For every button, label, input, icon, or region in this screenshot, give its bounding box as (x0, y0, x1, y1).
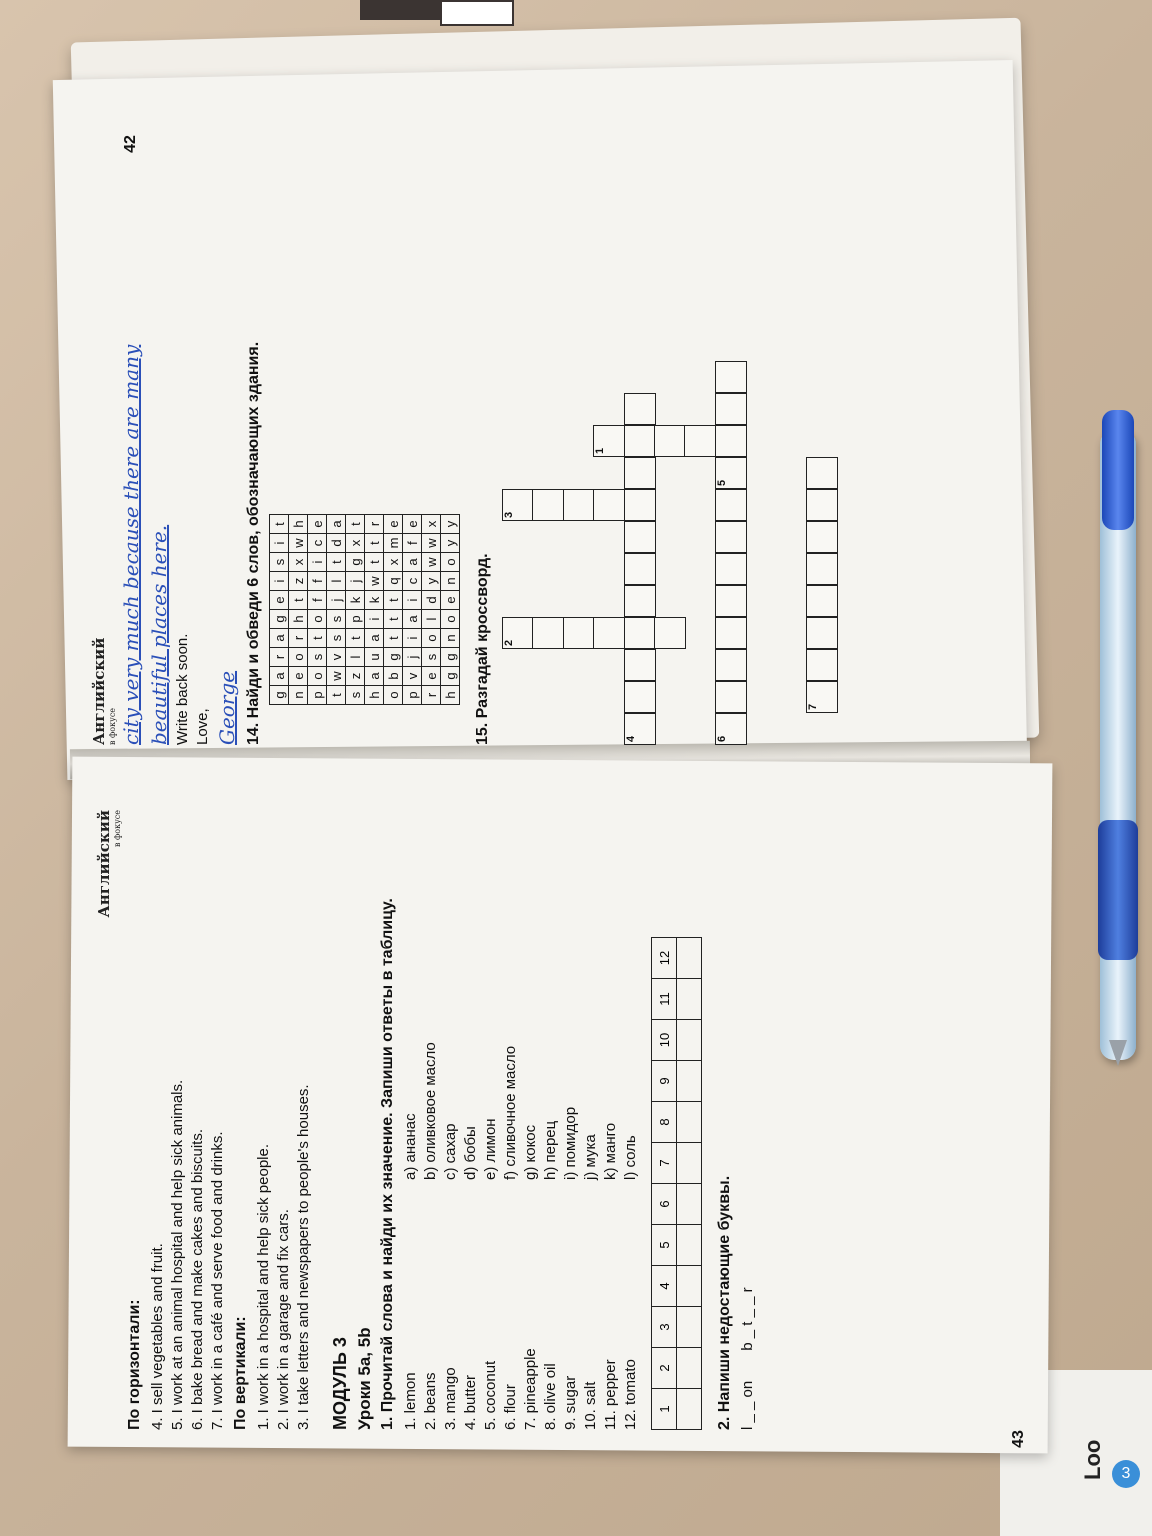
word-grid-row (441, 515, 460, 705)
word-grid-cell[interactable]: c (308, 534, 327, 553)
word-grid-cell[interactable]: w (289, 534, 308, 553)
word-grid-cell[interactable]: o (308, 667, 327, 686)
word-grid-cell[interactable]: y (422, 572, 441, 591)
word-grid-cell[interactable]: p (308, 686, 327, 705)
crossword (502, 325, 832, 745)
pen-grip (1098, 820, 1138, 960)
word-grid-cell[interactable]: p (403, 686, 422, 705)
word-grid-cell[interactable]: h (289, 610, 308, 629)
word-grid-cell[interactable]: e (308, 515, 327, 534)
word-grid-cell[interactable]: a (403, 610, 422, 629)
crossword-cell[interactable] (806, 649, 838, 681)
crossword-cell[interactable] (806, 457, 838, 489)
word-grid-cell[interactable]: j (403, 648, 422, 667)
crossword-cell[interactable] (563, 489, 595, 521)
page-number-43: 43 (1009, 1430, 1027, 1448)
word-grid-cell[interactable]: k (346, 591, 365, 610)
word-grid-cell[interactable]: h (441, 686, 460, 705)
english-word: 11. pepper (602, 1359, 619, 1430)
word-grid-cell[interactable]: s (422, 648, 441, 667)
crossword-cell[interactable] (806, 585, 838, 617)
crossword-cell[interactable] (715, 713, 747, 745)
crossword-cell[interactable] (593, 617, 625, 649)
word-grid-cell[interactable]: j (327, 591, 346, 610)
word-grid-cell[interactable]: c (403, 572, 422, 591)
crossword-number: 2 (503, 639, 515, 646)
crossword-cell[interactable] (624, 649, 656, 681)
crossword-cell[interactable] (715, 393, 747, 425)
english-word: 12. tomato (622, 1359, 639, 1430)
word-grid-cell[interactable]: s (327, 610, 346, 629)
page-43-logo: Английский в фокусе (95, 810, 122, 918)
handwritten-line-1: city very much because there are many (119, 344, 143, 745)
word-grid-cell[interactable]: e (289, 667, 308, 686)
word-grid-cell[interactable]: w (365, 572, 384, 591)
word-grid-cell[interactable]: o (441, 553, 460, 572)
russian-meaning-list (401, 960, 641, 1180)
english-word: 5. coconut (482, 1360, 499, 1430)
word-grid-cell[interactable]: x (289, 553, 308, 572)
word-grid-cell[interactable]: e (403, 515, 422, 534)
word-grid-cell[interactable]: k (365, 591, 384, 610)
word-grid-cell[interactable]: v (403, 667, 422, 686)
word-grid-cell[interactable]: t (308, 629, 327, 648)
answer-header-cell: 12 (652, 938, 677, 979)
crossword-number: 6 (715, 735, 728, 742)
crossword-number: 3 (503, 511, 515, 518)
word-grid-cell[interactable]: m (384, 534, 403, 553)
word-grid-row (327, 515, 346, 705)
crossword-cell[interactable] (624, 553, 656, 585)
english-word: 4. butter (462, 1374, 479, 1430)
word-grid-cell[interactable]: e (441, 591, 460, 610)
task-2-title: 2. Напиши недостающие буквы. (716, 1175, 733, 1430)
word-meaning-lists (401, 810, 641, 1430)
answer-header-cell: 9 (652, 1061, 677, 1102)
crossword-cell[interactable] (624, 681, 656, 713)
word-grid-cell[interactable]: x (346, 534, 365, 553)
crossword-cell[interactable] (624, 585, 656, 617)
word-grid-cell[interactable]: r (289, 629, 308, 648)
answer-input-cell[interactable] (677, 979, 702, 1020)
word-grid-cell[interactable]: y (441, 534, 460, 553)
across-clue: 6. I bake bread and make cakes and biscuits. (189, 1128, 206, 1430)
lessons-title: Уроки 5a, 5b (355, 1327, 374, 1430)
word-grid-cell[interactable]: w (422, 534, 441, 553)
crossword-cell[interactable] (715, 649, 747, 681)
word-grid-row (346, 515, 365, 705)
answer-input-cell[interactable] (677, 1348, 702, 1389)
word-grid-cell[interactable]: e (270, 591, 289, 610)
crossword-cell[interactable] (715, 489, 747, 521)
word-grid-cell[interactable]: s (270, 553, 289, 572)
answer-table (651, 937, 702, 1430)
russian-meaning: g) кокос (522, 1124, 539, 1180)
english-word: 10. salt (582, 1381, 599, 1430)
word-grid-cell[interactable]: l (346, 648, 365, 667)
word-grid-cell[interactable]: a (403, 553, 422, 572)
word-grid-cell[interactable]: t (289, 591, 308, 610)
crossword-cell[interactable] (684, 425, 716, 457)
word-grid-cell[interactable]: d (422, 591, 441, 610)
english-word: 3. mango (442, 1367, 459, 1430)
crossword-cell[interactable] (654, 617, 686, 649)
across-clue: 5. I work at an animal hospital and help sick animals. (169, 1079, 186, 1430)
fill-word: b _ t _ _ r (739, 1287, 756, 1351)
word-grid-row (289, 515, 308, 705)
word-grid-cell[interactable]: o (441, 610, 460, 629)
word-grid-cell[interactable]: a (327, 515, 346, 534)
word-grid-cell[interactable]: g (441, 667, 460, 686)
task-14-title: 14. Найди и обведи 6 слов, обозначающих здания. (245, 341, 262, 745)
word-grid-cell[interactable]: e (422, 667, 441, 686)
crossword-cell[interactable] (624, 713, 656, 745)
crossword-number: 7 (807, 703, 819, 710)
answer-input-cell[interactable] (677, 1102, 702, 1143)
word-grid-cell[interactable]: t (327, 553, 346, 572)
answer-header-cell: 10 (652, 1020, 677, 1061)
russian-meaning: h) перец (542, 1120, 559, 1180)
crossword-cell[interactable] (715, 553, 747, 585)
pen-cap (1102, 410, 1134, 530)
crossword-cell[interactable] (806, 521, 838, 553)
letter-closing: Write back soon. (174, 633, 191, 745)
word-grid-cell[interactable]: r (365, 515, 384, 534)
down-clue: 1. I work in a hospital and help sick people. (255, 1143, 272, 1430)
answer-input-cell[interactable] (677, 1307, 702, 1348)
across-clue: 7. I work in a café and serve food and drinks. (209, 1131, 226, 1430)
crossword-cell[interactable] (532, 617, 564, 649)
word-grid-cell[interactable]: n (289, 686, 308, 705)
word-grid-cell[interactable]: i (270, 572, 289, 591)
russian-meaning: a) ананас (402, 1113, 419, 1180)
word-grid-cell[interactable]: l (422, 610, 441, 629)
word-grid-cell[interactable]: g (346, 553, 365, 572)
crossword-cell[interactable] (654, 425, 686, 457)
word-grid-row (270, 515, 289, 705)
russian-meaning: c) сахар (442, 1123, 459, 1180)
word-grid-cell[interactable]: o (384, 686, 403, 705)
crossword-number: 1 (594, 447, 607, 454)
word-grid-cell[interactable]: o (308, 610, 327, 629)
word-grid-cell[interactable]: f (308, 572, 327, 591)
word-grid-cell[interactable]: t (346, 515, 365, 534)
russian-meaning: e) лимон (482, 1118, 499, 1180)
russian-meaning: l) соль (622, 1135, 639, 1180)
word-grid-cell[interactable]: t (365, 534, 384, 553)
word-grid-cell[interactable]: f (308, 591, 327, 610)
word-grid-row (384, 515, 403, 705)
crossword-cell[interactable] (563, 617, 595, 649)
page-number-42: 42 (121, 135, 139, 153)
word-grid-cell[interactable]: i (403, 629, 422, 648)
crossword-cell[interactable] (806, 489, 838, 521)
page-42-content (90, 105, 870, 745)
handwritten-line-2: beautiful places here. (147, 524, 171, 745)
word-grid-cell[interactable]: t (346, 629, 365, 648)
word-grid-cell[interactable]: v (327, 648, 346, 667)
side-book-badge: 3 (1112, 1460, 1140, 1488)
english-word: 6. flour (502, 1384, 519, 1430)
russian-meaning: d) бобы (462, 1126, 479, 1180)
across-clue: 4. I sell vegetables and fruit. (149, 1243, 166, 1430)
word-grid-cell[interactable]: o (422, 629, 441, 648)
letter-signoff: Love, (194, 708, 211, 745)
crossword-cell[interactable] (715, 617, 747, 649)
word-grid-cell[interactable]: a (365, 667, 384, 686)
word-grid-cell[interactable]: y (441, 515, 460, 534)
word-grid-cell[interactable]: a (270, 629, 289, 648)
word-grid-cell[interactable]: a (365, 629, 384, 648)
down-clue: 3. I take letters and newspapers to people's houses. (295, 1084, 312, 1430)
answer-input-cell[interactable] (677, 1389, 702, 1430)
word-grid-cell[interactable]: s (308, 648, 327, 667)
answer-input-cell[interactable] (677, 1061, 702, 1102)
word-grid-cell[interactable]: g (441, 648, 460, 667)
crossword-cell[interactable] (624, 489, 656, 521)
word-grid-cell[interactable]: i (403, 591, 422, 610)
page-43-content (95, 810, 975, 1430)
word-grid-cell[interactable]: s (327, 629, 346, 648)
answer-header-cell: 1 (652, 1389, 677, 1430)
word-grid-cell[interactable]: a (270, 667, 289, 686)
crossword-cell[interactable] (715, 361, 747, 393)
answer-input-cell[interactable] (677, 1266, 702, 1307)
crossword-cell[interactable] (806, 553, 838, 585)
fill-word: l _ _ on (739, 1380, 756, 1430)
crossword-cell[interactable] (624, 457, 656, 489)
word-grid-cell[interactable]: e (384, 515, 403, 534)
word-grid-cell[interactable]: f (403, 534, 422, 553)
russian-meaning: f) сливочное масло (502, 1045, 519, 1180)
word-grid-cell[interactable]: d (327, 534, 346, 553)
word-grid-cell[interactable]: g (270, 610, 289, 629)
word-grid-cell[interactable]: b (384, 667, 403, 686)
answer-header-cell: 3 (652, 1307, 677, 1348)
crossword-cell[interactable] (624, 521, 656, 553)
word-grid-cell[interactable]: j (346, 572, 365, 591)
answer-input-cell[interactable] (677, 1020, 702, 1061)
word-grid-cell[interactable]: x (422, 515, 441, 534)
word-grid-row (403, 515, 422, 705)
word-grid-cell[interactable]: i (308, 553, 327, 572)
crossword-cell[interactable] (715, 585, 747, 617)
answer-input-cell[interactable] (677, 1225, 702, 1266)
english-word: 2. beans (422, 1372, 439, 1430)
crossword-cell[interactable] (806, 681, 838, 713)
word-grid-cell[interactable]: n (441, 629, 460, 648)
word-grid-cell[interactable]: p (346, 610, 365, 629)
russian-meaning: k) манго (602, 1122, 619, 1180)
answer-header-cell: 11 (652, 979, 677, 1020)
crossword-cell[interactable] (593, 489, 625, 521)
crossword-cell[interactable] (624, 425, 656, 457)
answer-header-cell: 4 (652, 1266, 677, 1307)
crossword-cell[interactable] (715, 521, 747, 553)
russian-meaning: b) оливковое масло (422, 1042, 439, 1180)
word-grid-cell[interactable]: h (365, 686, 384, 705)
down-title: По вертикали: (232, 1316, 249, 1430)
crossword-cell[interactable] (502, 617, 534, 649)
crossword-cell[interactable] (532, 489, 564, 521)
word-grid-cell[interactable]: t (365, 553, 384, 572)
russian-meaning: i) помидор (562, 1106, 579, 1180)
answer-input-cell[interactable] (677, 938, 702, 979)
answer-header-cell: 5 (652, 1225, 677, 1266)
english-word: 9. sugar (562, 1375, 579, 1430)
crossword-number: 5 (715, 479, 728, 486)
english-word-list (401, 1210, 641, 1430)
word-grid-cell[interactable]: g (384, 648, 403, 667)
fill-in-words (738, 810, 758, 1430)
answer-header-cell: 6 (652, 1184, 677, 1225)
crossword-number: 4 (624, 735, 637, 742)
crossword-cell[interactable] (806, 617, 838, 649)
word-grid-cell[interactable]: u (365, 648, 384, 667)
word-grid-row (308, 515, 327, 705)
answer-input-cell[interactable] (677, 1143, 702, 1184)
crossword-cell[interactable] (624, 393, 656, 425)
answer-header-cell: 7 (652, 1143, 677, 1184)
crossword-cell[interactable] (715, 681, 747, 713)
crossword-cell[interactable] (715, 457, 747, 489)
word-grid-cell[interactable]: g (270, 686, 289, 705)
word-grid-cell[interactable]: l (327, 572, 346, 591)
word-grid-row (365, 515, 384, 705)
word-grid-row (422, 515, 441, 705)
crossword-cell[interactable] (593, 425, 625, 457)
word-grid-cell[interactable]: z (289, 572, 308, 591)
russian-meaning: j) мука (582, 1134, 599, 1180)
word-grid-cell[interactable]: n (441, 572, 460, 591)
crossword-cell[interactable] (502, 489, 534, 521)
word-grid-cell[interactable]: r (270, 648, 289, 667)
answer-header-cell: 2 (652, 1348, 677, 1389)
module-title: МОДУЛЬ 3 (330, 1337, 350, 1430)
across-title: По горизонтали: (126, 1299, 143, 1430)
word-grid-cell[interactable]: i (365, 610, 384, 629)
word-grid-cell[interactable]: i (270, 534, 289, 553)
word-grid-cell[interactable]: h (289, 515, 308, 534)
english-word: 8. olive oil (542, 1363, 559, 1430)
task-15-title: 15. Разгадай кроссворд. (474, 553, 491, 745)
down-clue: 2. I work in a garage and fix cars. (275, 1209, 292, 1430)
word-grid-cell[interactable]: t (327, 686, 346, 705)
page-42-logo: Английский в фокусе (90, 637, 117, 745)
task-1-title: 1. Прочитай слова и найди их значение. Запиши ответы в таблицу. (379, 898, 396, 1430)
word-grid-cell[interactable]: w (422, 553, 441, 572)
side-book-text: Loo (1080, 1439, 1105, 1480)
word-grid-cell[interactable]: s (346, 686, 365, 705)
answer-header-cell: 8 (652, 1102, 677, 1143)
letter-signature: George (215, 670, 239, 745)
word-grid-cell[interactable]: t (384, 629, 403, 648)
word-grid-cell[interactable]: z (346, 667, 365, 686)
word-grid-cell[interactable]: x (384, 553, 403, 572)
crossword-cell[interactable] (624, 617, 656, 649)
word-grid-cell[interactable]: t (384, 610, 403, 629)
word-grid-cell[interactable]: r (422, 686, 441, 705)
crossword-cell[interactable] (715, 425, 747, 457)
word-grid-cell[interactable]: q (384, 572, 403, 591)
english-word: 7. pineapple (522, 1348, 539, 1430)
english-word: 1. lemon (402, 1372, 419, 1430)
answer-input-cell[interactable] (677, 1184, 702, 1225)
word-grid-cell[interactable]: t (384, 591, 403, 610)
word-search-grid (269, 514, 460, 705)
word-grid-cell[interactable]: w (327, 667, 346, 686)
word-grid-cell[interactable]: o (289, 648, 308, 667)
word-grid-cell[interactable]: t (270, 515, 289, 534)
